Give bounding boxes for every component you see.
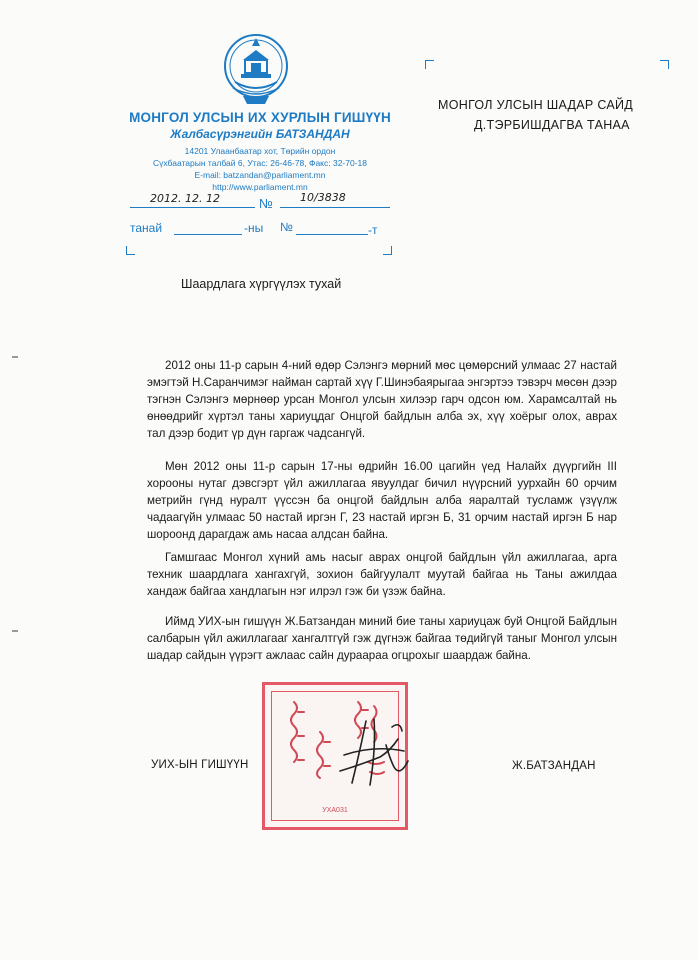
corner-mark-tl bbox=[425, 60, 434, 69]
date-underline bbox=[130, 207, 255, 208]
body-paragraph-1: 2012 оны 11-р сарын 4-ний өдөр Сэлэнгэ мөрний мөс цөмөрсний улмаас 27 настай эмэгтэй Н.Саранчимэг найман сартай хүү Г.Шинэбаярыгаа энгэртээ тэвэрч мөсөн дээр тэгнэн Сэлэнгэ мөрнөөр урсан Монгол улсын хилээр гарч одсон юм. Харамсалтай нь өнөөдрийг хүртэл таны хариуцдаг Онцгой байдлын алба эх, хүү хоёрыг олох, аврах тал дээр бодит үр дүн гаргаж чадсангүй. bbox=[147, 359, 617, 440]
recipient-line-2: Д.ТЭРБИШДАГВА ТАНАА bbox=[474, 118, 630, 132]
date-value: 2012. 12. 12 bbox=[150, 192, 220, 205]
signature-name: Ж.БАТЗАНДАН bbox=[512, 760, 596, 772]
reply-suffix: -т bbox=[368, 223, 378, 237]
corner-mark-tr bbox=[660, 60, 669, 69]
member-name: Жалбасүрэнгийн БАТЗАНДАН bbox=[170, 127, 350, 141]
reply-number-sign: № bbox=[280, 220, 293, 234]
org-name: МОНГОЛ УЛСЫН ИХ ХУРЛЫН ГИШҮҮН bbox=[129, 110, 391, 125]
website-line: http://www.parliament.mn bbox=[212, 182, 308, 192]
margin-mark bbox=[12, 630, 18, 632]
stamp-code: УХА031 bbox=[322, 807, 348, 814]
reply-to-label: танай bbox=[130, 221, 163, 235]
reply-ny: -ны bbox=[244, 221, 264, 235]
recipient-line-1: МОНГОЛ УЛСЫН ШАДАР САЙД bbox=[438, 98, 634, 112]
email-line: E-mail: batzandan@parliament.mn bbox=[194, 170, 326, 180]
margin-mark bbox=[12, 356, 18, 358]
corner-mark-bl bbox=[126, 246, 135, 255]
corner-mark-br bbox=[383, 246, 392, 255]
state-emblem-logo bbox=[221, 30, 291, 108]
reply-date-line bbox=[174, 234, 242, 235]
body-paragraph-4: Иймд УИХ-ын гишүүн Ж.Батзандан миний бие таны хариуцаж буй Онцгой Байдлын салбарын үйл ажиллагааг хангалтгүй гэж дүгнэж байгаа төдийгүй таныг Монгол улсын шадар сайдын үүрэгт ажлаас сайн дураараа огцрохыг шаардаж байна. bbox=[147, 615, 617, 662]
subject: Шаардлага хүргүүлэх тухай bbox=[181, 277, 342, 291]
number-value: 10/3838 bbox=[300, 191, 346, 204]
handwritten-signature bbox=[330, 715, 420, 795]
number-sign: № bbox=[259, 196, 273, 211]
address-line-1: 14201 Улаанбаатар хот, Төрийн ордон bbox=[184, 146, 336, 156]
number-underline bbox=[280, 207, 390, 208]
signature-title: УИХ-ЫН ГИШҮҮН bbox=[151, 759, 249, 771]
body-paragraph-3: Гамшгаас Монгол хүний амь насыг аврах онцгой байдлын үйл ажиллагаа, арга техник шаардлага хангахгүй, зохион байгуулалт муутай байгаа нь Таны ажилдаа хандаж байгаа хандлагын нэг илрэл гэж би үзэж байна. bbox=[147, 551, 617, 598]
body-paragraph-2: Мөн 2012 оны 11-р сарын 17-ны өдрийн 16.00 цагийн үед Налайх дүүргийн III хорооны нутаг дэвсгэрт үйл ажиллагаа явуулдаг бичил нүүрсний уурхайн 60 орчим метрийн гүнд нуралт үүссэн ба онцгой байдлын алба яаралтай тусламж үзүүлж чадаагүйн улмаас 50 настай иргэн Г, 23 настай иргэн Б, 31 орчим настай иргэн Б нар шороонд дарагдаж амь насаа алдсан байна. bbox=[147, 460, 617, 541]
reply-number-line bbox=[296, 234, 368, 235]
address-line-2: Сүхбаатарын талбай 6, Утас: 26-46-78, Факс: 32-70-18 bbox=[153, 158, 367, 168]
